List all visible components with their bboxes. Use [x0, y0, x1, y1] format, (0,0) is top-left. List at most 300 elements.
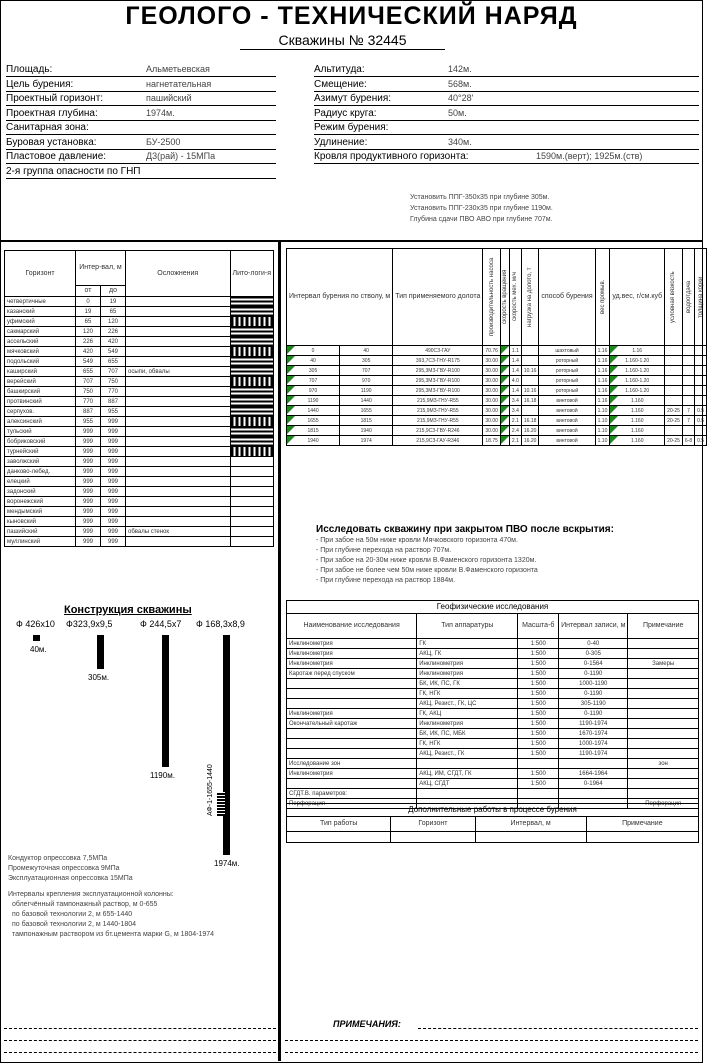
table-row	[287, 699, 699, 709]
table-row	[287, 832, 699, 843]
drill-cell-w: 1.10	[595, 416, 610, 426]
field-label: Проектный горизонт:	[6, 93, 104, 104]
install-note: Установить ППГ-350х35 при глубине 305м.	[410, 194, 550, 201]
drill-cell-from: 970	[287, 386, 340, 396]
col-header	[695, 249, 707, 346]
geophys-cell	[287, 689, 417, 699]
lithology-swatch	[230, 497, 274, 507]
cementing-note: по базовой технологии 2, м 655-1440	[12, 911, 133, 918]
table-row	[5, 467, 274, 477]
remark-line	[4, 1028, 276, 1029]
field-underline	[6, 120, 276, 121]
drill-cell-g: 1.160	[610, 406, 665, 416]
geophys-cell: 0-1190	[559, 709, 628, 719]
complication	[126, 427, 231, 437]
drill-cell-from: 40	[287, 356, 340, 366]
interval-to: 19	[101, 297, 126, 307]
geophys-cell	[287, 779, 417, 789]
geophys-cell: Инклинометрия	[417, 659, 518, 669]
field-underline	[6, 134, 276, 135]
table-row	[5, 477, 274, 487]
research-item: - При забое на 50м ниже кровли Мячковского горизонта 470м.	[316, 537, 518, 544]
field-label: Удлинение:	[314, 136, 368, 148]
table-row	[5, 437, 274, 447]
drill-cell-q: 30.00	[483, 386, 501, 396]
horizon-name: муллинский	[5, 537, 76, 547]
vertical-header: водоотдача	[685, 280, 692, 314]
drill-cell-w: 1.10	[595, 436, 610, 446]
table-row	[5, 427, 274, 437]
field-row	[314, 151, 699, 164]
table-row	[287, 769, 699, 779]
col-header	[483, 249, 501, 346]
lithology-swatch	[230, 307, 274, 317]
geophys-cell	[287, 739, 417, 749]
lithology-swatch	[230, 427, 274, 437]
lithology-swatch	[230, 457, 274, 467]
field-value: 1974м.	[146, 107, 175, 118]
drill-cell-b	[682, 356, 694, 366]
table-row	[5, 327, 274, 337]
complication	[126, 457, 231, 467]
drill-cell-n: 16.20	[521, 426, 539, 436]
geophys-cell	[628, 769, 699, 779]
interval-from: 770	[76, 397, 101, 407]
drill-cell-s: 3.4	[509, 396, 521, 406]
table-header-row	[287, 249, 707, 346]
cementing-note: Интервалы крепления эксплуатационной колонны:	[8, 891, 174, 898]
casing-bar	[97, 635, 104, 669]
field-underline	[6, 178, 276, 179]
field-value: 568м.	[448, 78, 472, 89]
field-value: 1590м.(верт); 1925м.(ств)	[536, 151, 643, 161]
geophys-cell: Инклинометрия	[287, 659, 417, 669]
drill-cell-m: винтовой	[539, 406, 595, 416]
geophys-cell: 1:500	[518, 779, 559, 789]
drill-cell-bit: 490СЗ-ГАУ	[393, 346, 483, 356]
table-row	[287, 669, 699, 679]
drill-cell-a	[665, 386, 683, 396]
interval-to: 999	[101, 417, 126, 427]
lithology-swatch	[230, 357, 274, 367]
geophys-cell: АКЦ, Резист., ГК, ЦС	[417, 699, 518, 709]
drill-cell-v	[500, 346, 509, 356]
cementing-note: по базовой технологии 2, м 1440-1804	[12, 921, 137, 928]
interval-to: 750	[101, 377, 126, 387]
drill-cell-w: 1.16	[595, 386, 610, 396]
complication	[126, 537, 231, 547]
drill-cell-n: 16.18	[521, 416, 539, 426]
geophys-cell	[628, 649, 699, 659]
interval-to: 999	[101, 527, 126, 537]
drill-cell-b	[682, 396, 694, 406]
research-item: - При глубине перехода на раствор 1884м.	[316, 577, 456, 584]
geophys-cell: АКЦ, Резист., ГК	[417, 749, 518, 759]
empty-cell	[475, 832, 586, 843]
lithology-swatch	[230, 387, 274, 397]
col-header: способ бурения	[539, 249, 595, 346]
interval-to: 999	[101, 437, 126, 447]
col-header	[509, 249, 521, 346]
interval-from: 999	[76, 437, 101, 447]
drill-cell-a: 20-25	[665, 406, 683, 416]
table-row	[287, 376, 707, 386]
col-header: Интервал бурения по стволу, м	[287, 249, 393, 346]
interval-to: 999	[101, 467, 126, 477]
drill-cell-c	[695, 376, 707, 386]
field-label: Пластовое давление:	[6, 151, 107, 162]
table-row	[287, 679, 699, 689]
horizon-name: уфимский	[5, 317, 76, 327]
horizon-name: пашийский	[5, 527, 76, 537]
empty-cell	[287, 832, 391, 843]
complication	[126, 327, 231, 337]
drill-cell-g: 1.160-1.20	[610, 376, 665, 386]
drill-cell-v	[500, 416, 509, 426]
col-header: Интервал, м	[475, 817, 586, 832]
table-row	[287, 639, 699, 649]
drill-cell-a: 20-25	[665, 436, 683, 446]
interval-from: 655	[76, 367, 101, 377]
interval-from: 120	[76, 327, 101, 337]
lithology-swatch	[230, 327, 274, 337]
complication	[126, 357, 231, 367]
casing-depth: 1190м.	[150, 771, 175, 780]
interval-from: 999	[76, 487, 101, 497]
lithology-swatch	[230, 447, 274, 457]
geophys-cell: 1:500	[518, 659, 559, 669]
interval-from: 19	[76, 307, 101, 317]
horizon-name: воронежский	[5, 497, 76, 507]
drill-cell-g: 1.160	[610, 426, 665, 436]
drill-cell-g: 1.160-1.20	[610, 356, 665, 366]
drill-cell-a	[665, 376, 683, 386]
geophys-cell: Инклинометрия	[287, 769, 417, 779]
drill-cell-w: 1.10	[595, 426, 610, 436]
table-row	[287, 396, 707, 406]
table-row	[5, 367, 274, 377]
table-row	[287, 416, 707, 426]
interval-from: 65	[76, 317, 101, 327]
horizon-name: каширский	[5, 367, 76, 377]
interval-to: 549	[101, 347, 126, 357]
drill-cell-n	[521, 346, 539, 356]
geophys-cell: Инклинометрия	[287, 709, 417, 719]
field-label: Альтитуда:	[314, 64, 365, 75]
field-value: Д3(рай) - 15МПа	[146, 151, 216, 161]
field-value: пашийский	[146, 93, 192, 103]
field-row	[6, 166, 276, 179]
field-label: Смещение:	[314, 78, 367, 90]
geophys-cell: БК, ИК, ПС, МБК	[417, 729, 518, 739]
geophys-cell: 1190-1974	[559, 719, 628, 729]
interval-from: 999	[76, 537, 101, 547]
drill-cell-v	[500, 386, 509, 396]
interval-from: 999	[76, 527, 101, 537]
field-value: 50м.	[448, 107, 467, 118]
interval-from: 549	[76, 357, 101, 367]
geophys-cell: 0-1564	[559, 659, 628, 669]
geophys-cell: СГДТ.В. параметров:	[287, 789, 417, 799]
drill-cell-from: 1190	[287, 396, 340, 406]
research-title: Исследовать скважину при закрытом ПВО после вскрытия:	[316, 524, 614, 535]
drill-cell-q: 70.76	[483, 346, 501, 356]
lithology-swatch	[230, 417, 274, 427]
table-row	[287, 356, 707, 366]
lithology-swatch	[230, 347, 274, 357]
geophys-cell	[628, 639, 699, 649]
drill-cell-a	[665, 426, 683, 436]
field-row	[6, 108, 276, 121]
remark-line	[4, 1052, 276, 1053]
casing-depth: 1974м.	[214, 859, 240, 868]
drill-cell-s: 1.1	[509, 346, 521, 356]
drill-cell-bit: 215,9МЗ-ГНУ-R55	[393, 416, 483, 426]
drill-cell-q: 30.00	[483, 416, 501, 426]
drill-cell-n: 16.20	[521, 436, 539, 446]
geophys-cell: Инклинометрия	[287, 639, 417, 649]
table-title-row	[287, 804, 699, 817]
empty-cell	[586, 832, 698, 843]
drill-cell-b: 7	[682, 406, 694, 416]
table-row	[5, 377, 274, 387]
drill-cell-g: 1.160	[610, 396, 665, 406]
drill-cell-g: 1.160-1.20	[610, 386, 665, 396]
interval-to: 420	[101, 337, 126, 347]
interval-to: 999	[101, 507, 126, 517]
drilling-table	[286, 248, 707, 446]
col-header	[682, 249, 694, 346]
table-row	[5, 357, 274, 367]
table-row	[5, 307, 274, 317]
perforation-label: АФ-1-1655-1440	[207, 764, 214, 816]
horizon-name: турнейский	[5, 447, 76, 457]
table-row	[287, 729, 699, 739]
table-header-row	[287, 614, 699, 639]
complication	[126, 487, 231, 497]
interval-from: 420	[76, 347, 101, 357]
table-row	[5, 527, 274, 537]
casing-label: Ф 426х10	[16, 619, 55, 629]
geophys-cell	[628, 789, 699, 799]
table-row	[5, 497, 274, 507]
drill-cell-to: 1940	[340, 426, 393, 436]
table-row	[5, 537, 274, 547]
table-header-row	[5, 251, 274, 286]
drill-cell-a	[665, 366, 683, 376]
drill-cell-s: 1.4	[509, 366, 521, 376]
table-row	[287, 649, 699, 659]
drill-cell-a	[665, 346, 683, 356]
drill-cell-bit: 295,3МЗ-ГВУ-R100	[393, 366, 483, 376]
geophys-cell: Исследование зон	[287, 759, 417, 769]
interval-from: 999	[76, 427, 101, 437]
drill-cell-c	[695, 426, 707, 436]
interval-to: 770	[101, 387, 126, 397]
drill-cell-s: 3.4	[509, 406, 521, 416]
drill-cell-v	[500, 406, 509, 416]
horizon-name: данково-лебед.	[5, 467, 76, 477]
lithology-swatch	[230, 407, 274, 417]
geophys-cell	[628, 689, 699, 699]
complication: осыпи, обвалы	[126, 367, 231, 377]
casing-depth: 40м.	[30, 645, 47, 654]
drill-cell-bit: 215,9МЗ-ГНУ-R55	[393, 406, 483, 416]
interval-from: 999	[76, 467, 101, 477]
geophys-cell: 1:500	[518, 669, 559, 679]
geophys-cell	[287, 699, 417, 709]
lithology-swatch	[230, 527, 274, 537]
field-label: Санитарная зона:	[6, 122, 89, 133]
geophys-cell	[628, 679, 699, 689]
drill-cell-b: 6-8	[682, 436, 694, 446]
drill-cell-c	[695, 356, 707, 366]
table-row	[287, 779, 699, 789]
geophys-cell: Каротаж перед спуском	[287, 669, 417, 679]
horizon-name: бобриковский	[5, 437, 76, 447]
table-row	[5, 337, 274, 347]
table-row	[287, 689, 699, 699]
geophys-cell	[559, 789, 628, 799]
horizon-name: мендымский	[5, 507, 76, 517]
interval-from: 955	[76, 417, 101, 427]
table-row	[287, 659, 699, 669]
horizon-name: серпухов.	[5, 407, 76, 417]
drill-cell-from: 707	[287, 376, 340, 386]
col-header: Масшта-б	[518, 614, 559, 639]
field-underline	[314, 105, 699, 106]
drill-cell-w: 1.16	[595, 346, 610, 356]
drill-cell-c	[695, 386, 707, 396]
geophys-cell: Перфорация	[287, 799, 417, 809]
construction-title: Конструкция скважины	[64, 604, 192, 616]
lithology-swatch	[230, 367, 274, 377]
complication	[126, 377, 231, 387]
interval-from: 999	[76, 477, 101, 487]
field-label: 2-я группа опасности по ГНП	[6, 165, 141, 177]
drill-cell-g: 1.160	[610, 416, 665, 426]
drill-cell-m: роторный	[539, 356, 595, 366]
drill-cell-bit: 393,7СЗ-ГНУ-R175	[393, 356, 483, 366]
complication	[126, 477, 231, 487]
drill-cell-bit: 295,3МЗ-ГВУ-R100	[393, 376, 483, 386]
drill-cell-from: 1440	[287, 406, 340, 416]
geophys-cell: 1:500	[518, 649, 559, 659]
field-value: нагнетательная	[146, 78, 212, 89]
interval-to: 955	[101, 407, 126, 417]
drill-cell-m: винтовой	[539, 426, 595, 436]
horizon-name: протвинский	[5, 397, 76, 407]
field-underline	[6, 149, 276, 150]
lithology-swatch	[230, 297, 274, 307]
casing-depth: 305м.	[88, 673, 110, 682]
horizon-name: башкирский	[5, 387, 76, 397]
drill-cell-to: 1815	[340, 416, 393, 426]
col-header: Интервал записи, м	[559, 614, 628, 639]
drill-cell-from: 0	[287, 346, 340, 356]
horizon-name: верейский	[5, 377, 76, 387]
col-header	[595, 249, 610, 346]
geophys-cell: 1670-1974	[559, 729, 628, 739]
interval-from: 750	[76, 387, 101, 397]
drill-cell-a	[665, 356, 683, 366]
field-underline	[6, 76, 276, 77]
drill-cell-w: 1.16	[595, 396, 610, 406]
drill-cell-w: 1.16	[595, 376, 610, 386]
horizon-name: тульский	[5, 427, 76, 437]
geophys-cell	[287, 729, 417, 739]
field-row	[6, 79, 276, 92]
research-item: - При забое не более чем 50м ниже кровли В.Фаменского горизонта	[316, 567, 538, 574]
drill-cell-from: 1655	[287, 416, 340, 426]
additional-title: Дополнительные работы в процессе бурения	[287, 804, 699, 817]
complication	[126, 447, 231, 457]
interval-from: 999	[76, 517, 101, 527]
table-row	[5, 297, 274, 307]
complication	[126, 497, 231, 507]
drill-cell-v	[500, 366, 509, 376]
cementing-note: тампонажным раствором из бт.цемента марки G, м 1804-1974	[12, 931, 215, 938]
field-value: 40°28'	[448, 93, 474, 103]
interval-from: 707	[76, 377, 101, 387]
table-row	[5, 387, 274, 397]
geophys-cell: Инклинометрия	[417, 719, 518, 729]
horizon-name: подольский	[5, 357, 76, 367]
complication	[126, 517, 231, 527]
geophys-cell	[628, 729, 699, 739]
col-header: Осложнения	[126, 251, 231, 297]
section-divider	[0, 240, 703, 242]
geophys-cell	[628, 749, 699, 759]
table-header-row	[287, 817, 699, 832]
table-row	[287, 789, 699, 799]
vertical-header: производительность насоса	[488, 257, 495, 337]
field-underline	[314, 149, 699, 150]
field-underline	[6, 163, 276, 164]
geophys-cell	[628, 709, 699, 719]
drill-cell-g: 1.16	[610, 346, 665, 356]
drill-cell-to: 1974	[340, 436, 393, 446]
col-header: Примечание	[586, 817, 698, 832]
geophys-cell: 1:500	[518, 639, 559, 649]
interval-from: 887	[76, 407, 101, 417]
horizon-name: кыновский	[5, 517, 76, 527]
lithology-swatch	[230, 477, 274, 487]
drill-cell-w: 1.10	[595, 406, 610, 416]
table-title-row	[287, 601, 699, 614]
geophys-cell	[628, 719, 699, 729]
cementing-note: облегчённый тампонажный раствор, м 0-655	[12, 901, 158, 908]
drill-cell-b	[682, 386, 694, 396]
field-row	[6, 151, 276, 164]
geophys-cell: ГК	[417, 639, 518, 649]
interval-to: 226	[101, 327, 126, 337]
col-header: от	[76, 286, 101, 297]
install-note: Глубина сдачи ПВО АВО при глубине 707м.	[410, 216, 553, 223]
interval-to: 999	[101, 477, 126, 487]
lithology-swatch	[230, 507, 274, 517]
horizon-name: четвертичные	[5, 297, 76, 307]
geophys-cell: Инклинометрия	[287, 649, 417, 659]
col-header: Лито-логи-я	[230, 251, 274, 297]
drill-cell-c: 0.5	[695, 416, 707, 426]
drill-cell-bit: 215,9СЗ-ГАУ-R346	[393, 436, 483, 446]
table-row	[287, 406, 707, 416]
interval-to: 65	[101, 307, 126, 317]
geophys-cell: 0-1964	[559, 779, 628, 789]
drill-cell-b	[682, 366, 694, 376]
col-header	[665, 249, 683, 346]
